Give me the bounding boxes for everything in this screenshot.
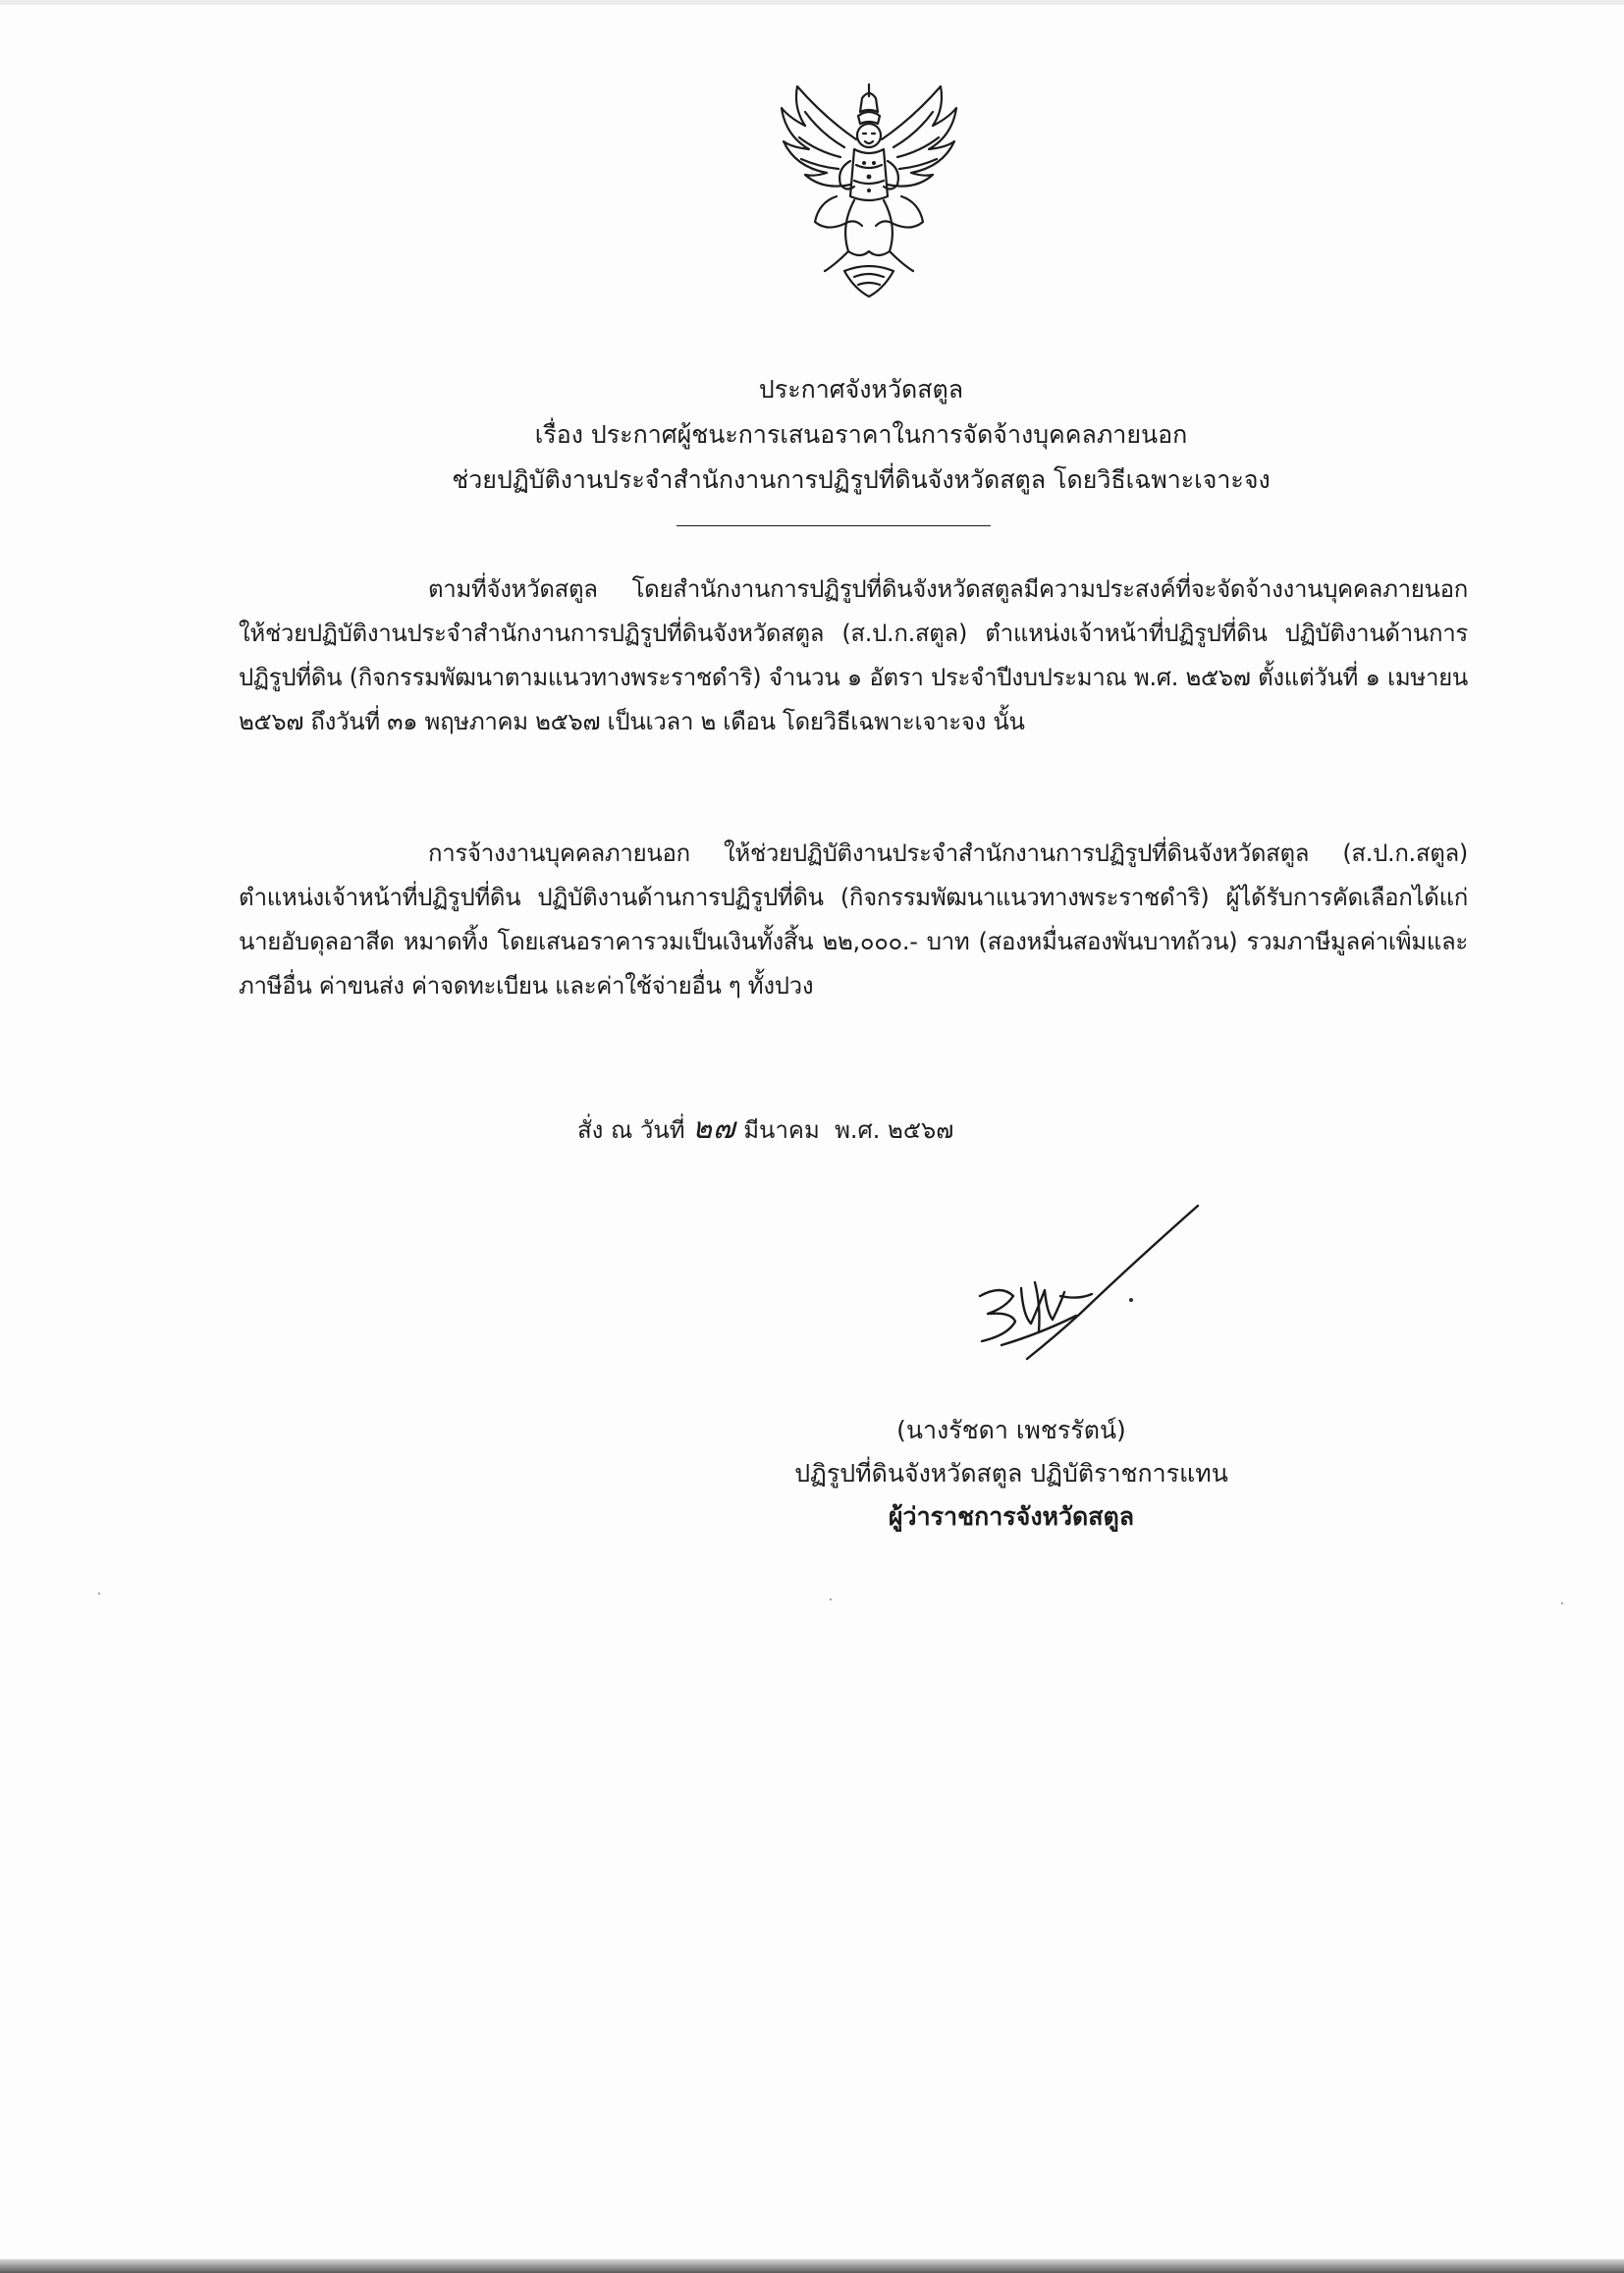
scan-speck: [98, 1593, 100, 1595]
announcement-subject-continued: ช่วยปฏิบัติงานประจำสำนักงานการปฏิรูปที่ดินจังหวัดสตูล โดยวิธีเฉพาะเจาะจง: [452, 465, 1271, 494]
announcement-title: ประกาศจังหวัดสตูล: [758, 375, 964, 404]
order-date-month: มีนาคม: [743, 1116, 820, 1144]
signatory-on-behalf-of: ผู้ว่าราชการจังหวัดสตูล: [888, 1502, 1135, 1531]
scan-speck: [1561, 1602, 1563, 1604]
scan-top-edge: [0, 0, 1624, 5]
scan-speck: [830, 1598, 832, 1600]
handwritten-signature-icon: [962, 1198, 1218, 1365]
title-divider: [677, 525, 991, 526]
scan-bottom-edge: [0, 2259, 1624, 2273]
signatory-name: (นางรัชดา เพชรรัตน์): [896, 1416, 1126, 1444]
order-date-year: พ.ศ. ๒๕๖๗: [835, 1116, 954, 1144]
announcement-subject: เรื่อง ประกาศผู้ชนะการเสนอราคาในการจัดจ้างบุคคลภายนอก: [534, 420, 1188, 449]
signatory-position: ปฏิรูปที่ดินจังหวัดสตูล ปฏิบัติราชการแทน: [794, 1459, 1228, 1488]
order-date-prefix: สั่ง ณ วันที่: [577, 1116, 685, 1144]
order-date-line: [577, 1108, 953, 1152]
body-paragraph-background: ตามที่จังหวัดสตูล โดยสำนักงานการปฏิรูปที่ดินจังหวัดสตูลมีความประสงค์ที่จะจัดจ้างงานบุคคลภายนอก ให้ช่วยปฏิบัติงานประจำสำนักงานการปฏิรูปที่ดินจังหวัดสตูล (ส.ป.ก.สตูล) ตำแหน่งเจ้าหน้าที่ปฏิรูปที่ดิน ปฏิบัติงานด้านการปฏิรูปที่ดิน (กิจกรรมพัฒนาตามแนวทางพระราชดำริ) จำนวน ๑ อัตรา ประจำปีงบประมาณ พ.ศ. ๒๕๖๗ ตั้งแต่วันที่ ๑ เมษายน ๒๕๖๗ ถึงวันที่ ๓๑ พฤษภาคม ๒๕๖๗ เป็นเวลา ๒ เดือน โดยวิธีเฉพาะเจาะจง นั้น: [239, 575, 1468, 735]
body-paragraph-winner: การจ้างงานบุคคลภายนอก ให้ช่วยปฏิบัติงานประจำสำนักงานการปฏิรูปที่ดินจังหวัดสตูล (ส.ป.ก.สตูล) ตำแหน่งเจ้าหน้าที่ปฏิรูปที่ดิน ปฏิบัติงานด้านการปฏิรูปที่ดิน (กิจกรรมพัฒนาแนวทางพระราชดำริ) ผู้ได้รับการคัดเลือกได้แก่ นายอับดุลอาสีด หมาดทิ้ง โดยเสนอราคารวมเป็นเงินทั้งสิ้น ๒๒,๐๐๐.- บาท (สองหมื่นสองพันบาทถ้วน) รวมภาษีมูลค่าเพิ่มและภาษีอื่น ค่าขนส่ง ค่าจดทะเบียน และค่าใช้จ่ายอื่น ๆ ทั้งปวง: [239, 839, 1468, 1000]
signature-dot: [1129, 1298, 1133, 1302]
garuda-emblem-icon: [776, 79, 962, 309]
order-date-day: ๒๗: [692, 1111, 736, 1146]
